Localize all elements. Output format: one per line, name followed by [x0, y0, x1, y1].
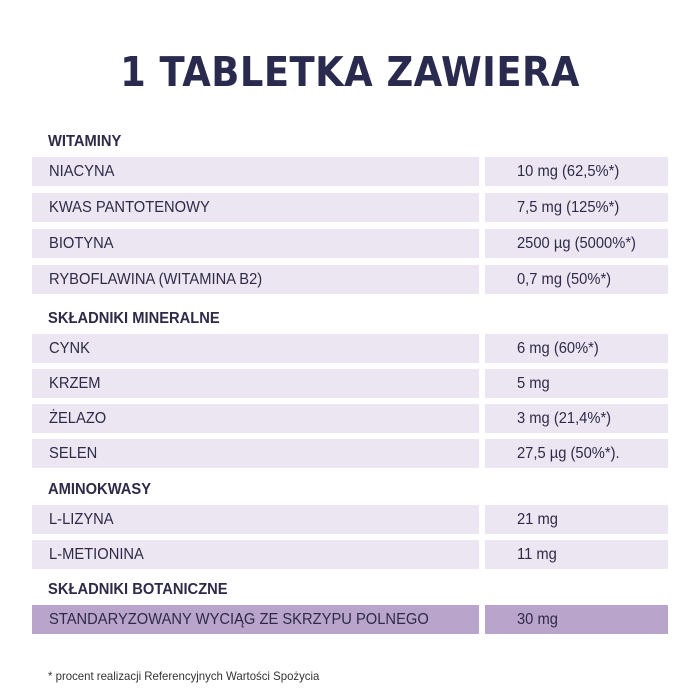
row-label-cell — [32, 229, 479, 258]
row-value-cell — [485, 265, 668, 294]
section-heading-aminokwasy: AMINOKWASY — [48, 481, 152, 498]
row-value-cell — [485, 334, 668, 363]
row-value-cell — [485, 540, 668, 569]
row-label: BIOTYNA — [49, 235, 114, 252]
row-value: 21 mg — [517, 511, 558, 528]
table-row — [32, 369, 668, 398]
row-value-cell — [485, 505, 668, 534]
row-value: 2500 µg (5000%*) — [517, 235, 636, 252]
row-value: 11 mg — [517, 546, 557, 563]
table-row-highlighted — [32, 605, 668, 634]
row-value: 7,5 mg (125%*) — [517, 199, 620, 216]
row-label-cell — [32, 404, 479, 433]
table-row — [32, 265, 668, 294]
row-label-cell — [32, 334, 479, 363]
table-row — [32, 540, 668, 569]
row-value-cell — [485, 439, 668, 468]
row-value: 0,7 mg (50%*) — [517, 271, 612, 288]
section-heading-skladniki-mineralne: SKŁADNIKI MINERALNE — [48, 310, 220, 327]
row-label-cell — [32, 605, 479, 634]
row-label-cell — [32, 505, 479, 534]
row-label: RYBOFLAWINA (WITAMINA B2) — [49, 271, 263, 288]
row-value-cell — [485, 605, 668, 634]
table-row — [32, 439, 668, 468]
row-label-cell — [32, 265, 479, 294]
row-label: ŻELAZO — [49, 410, 107, 427]
row-value-cell — [485, 229, 668, 258]
row-value-cell — [485, 193, 668, 222]
row-value-cell — [485, 369, 668, 398]
row-label: L-METIONINA — [49, 546, 144, 563]
page-title: 1 TABLETKA ZAWIERA — [120, 48, 580, 96]
row-label: NIACYNA — [49, 163, 115, 180]
row-label: STANDARYZOWANY WYCIĄG ZE SKRZYPU POLNEGO — [49, 611, 429, 628]
row-label-cell — [32, 157, 479, 186]
table-row — [32, 157, 668, 186]
row-value: 30 mg — [517, 611, 558, 628]
section-heading-witaminy: WITAMINY — [48, 133, 122, 150]
row-label: KRZEM — [49, 375, 101, 392]
row-value: 27,5 µg (50%*). — [517, 445, 620, 462]
row-label: CYNK — [49, 340, 90, 357]
table-row — [32, 229, 668, 258]
section-heading-skladniki-botaniczne: SKŁADNIKI BOTANICZNE — [48, 581, 228, 598]
row-label: KWAS PANTOTENOWY — [49, 199, 210, 216]
row-value-cell — [485, 157, 668, 186]
table-row — [32, 334, 668, 363]
table-row — [32, 404, 668, 433]
row-label: SELEN — [49, 445, 98, 462]
row-label-cell — [32, 193, 479, 222]
row-value: 5 mg — [517, 375, 550, 392]
footnote: * procent realizacji Referencyjnych Wartości Spożycia — [48, 669, 320, 683]
row-value-cell — [485, 404, 668, 433]
row-value: 10 mg (62,5%*) — [517, 163, 620, 180]
table-row — [32, 505, 668, 534]
row-label-cell — [32, 439, 479, 468]
row-value: 3 mg (21,4%*) — [517, 410, 612, 427]
table-row — [32, 193, 668, 222]
row-label-cell — [32, 540, 479, 569]
row-label: L-LIZYNA — [49, 511, 114, 528]
row-label-cell — [32, 369, 479, 398]
row-value: 6 mg (60%*) — [517, 340, 599, 357]
